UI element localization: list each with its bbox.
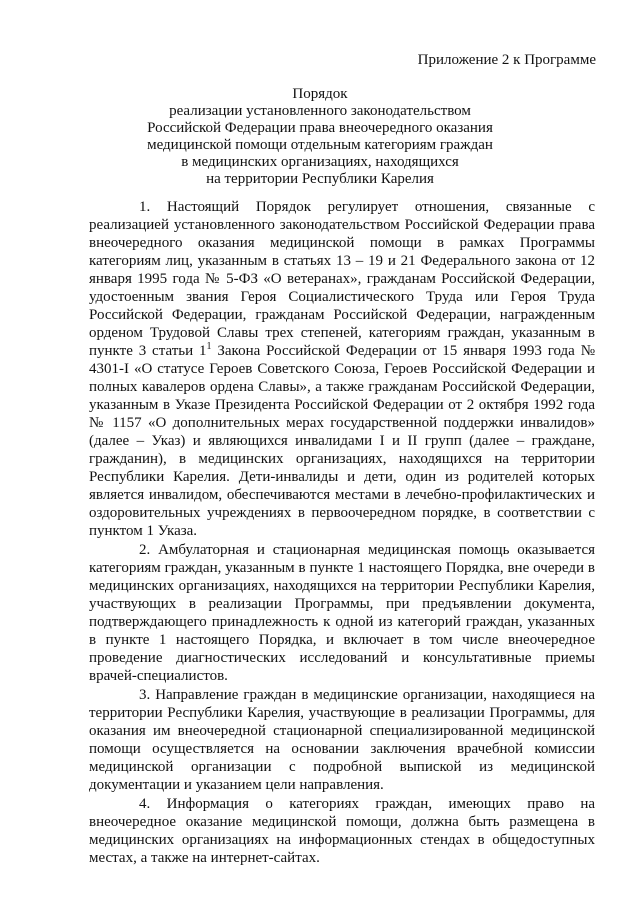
paragraph-1-text-b: Закона Российской Федерации от 15 января 1993 года № 4301-I «О статусе Героев Советского Союза, Героев Российской Федерации и полных кавалеров ордена Славы», а также гражданам Российской Федерации, указанным в Указе Президента Российской Федерации от 2 октября 1992 года № 1157 «О дополнительных мерах государственной поддержки инвалидов» (далее – Указ) и являющихся инвалидами I и II групп (далее – граждане, гражданин), в медицинских организациях, находящихся на территории Республики Карелия. Дети-инвалиды и дети, один из родителей которых является инвалидом, обеспечиваются местами в лечебно-профилактических и оздоровительных учреждениях в первоочередном порядке, в соответствии с пунктом 1 Указа. — [89, 343, 595, 539]
title-line: в медицинских организациях, находящихся — [181, 154, 459, 170]
title-line: Российской Федерации права внеочередного оказания — [147, 120, 493, 136]
title-line: медицинской помощи отдельным категориям граждан — [147, 137, 493, 153]
document-title — [90, 86, 550, 188]
title-line: реализации установленного законодательством — [169, 103, 471, 119]
paragraph-3: 3. Направление граждан в медицинские организации, находящиеся на территории Республики Карелия, участвующие в реализации Программы, для оказания им внеочередной стационарной специализированной медицинской помощи осуществляется на основании заключения врачебной комиссии медицинской организации с подробной выпиской из медицинской документации и указанием цели направления. — [89, 687, 595, 793]
document-body — [89, 198, 595, 868]
appendix-label: Приложение 2 к Программе — [417, 52, 596, 68]
paragraph-4: 4. Информация о категориях граждан, имеющих право на внеочередное оказание медицинской помощи, должна быть размещена в медицинских организациях на информационных стендах в общедоступных местах, а также на интернет-сайтах. — [89, 796, 595, 866]
paragraph-1 — [89, 198, 595, 540]
paragraph-2: 2. Амбулаторная и стационарная медицинская помощь оказывается категориям граждан, указанным в пункте 1 настоящего Порядка, вне очереди в медицинских организациях, находящихся на территории Республики Карелия, участвующих в реализации Программы, при предъявлении документа, подтверждающего принадлежность к одной из категорий граждан, указанных в пункте 1 настоящего Порядка, и включает в том числе внеочередное проведение диагностических исследований и консультативные приемы врачей-специалистов. — [89, 542, 595, 684]
title-line: Порядок — [292, 86, 348, 102]
paragraph-1-text-a: 1. Настоящий Порядок регулирует отношения, связанные с реализацией установленного законодательством Российской Федерации права внеочередного оказания медицинской помощи в рамках Программы категориям лиц, указанным в статьях 13 – 19 и 21 Федерального закона от 12 января 1995 года № 5-ФЗ «О ветеранах», гражданам Российской Федерации, удостоенным звания Героя Социалистического Труда или Героя Труда Российской Федерации, гражданам Российской Федерации, награжденным орденом Трудовой Славы трех степеней, категориям граждан, указанным в пункте 3 статьи 1 — [89, 199, 595, 359]
title-line: на территории Республики Карелия — [206, 171, 434, 187]
superscript-1: 1 — [206, 341, 212, 352]
